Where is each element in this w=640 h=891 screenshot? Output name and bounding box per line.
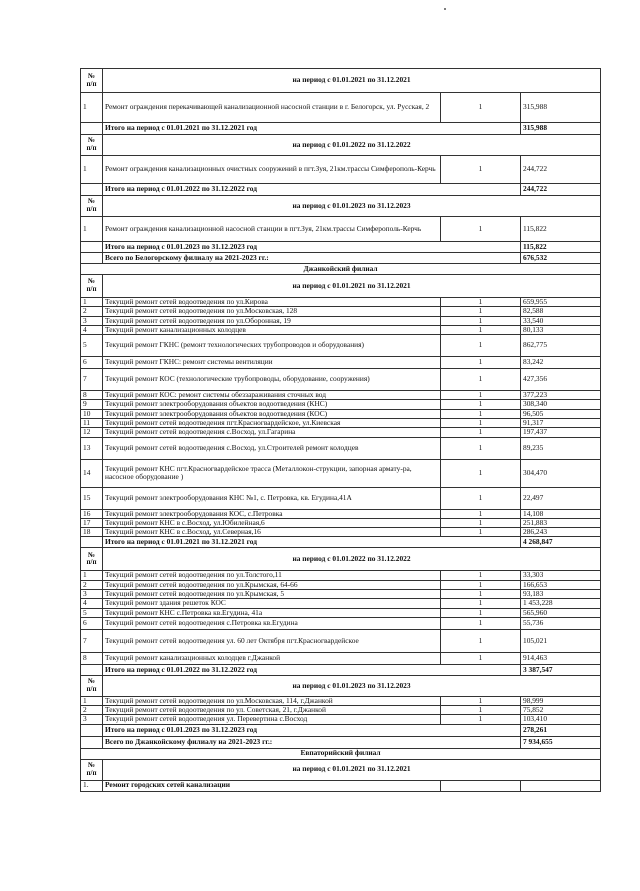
item-abbrev: п/п — [86, 768, 97, 777]
row-number: 1 — [81, 217, 103, 242]
branch-title: Джанкойский филиал — [81, 264, 601, 275]
cost-value: 377,223 — [521, 391, 601, 400]
quantity: 1 — [441, 459, 521, 487]
table-row — [81, 509, 601, 518]
table-row — [81, 400, 601, 409]
work-description: Ремонт ограждения канализационных очистных сооружений в пгт.Зуя, 21км.трассы Симферополь-Керчь — [103, 156, 441, 184]
work-description: Текущий ремонт сетей водоотведения ул. 60 лет Октября пгт.Красногвардейское — [103, 629, 441, 652]
total-label: Всего по Джанкойскому филиалу на 2021-2023 гг.: — [103, 736, 521, 748]
quantity: 1 — [441, 298, 521, 307]
table-row — [81, 428, 601, 437]
quantity: 1 — [441, 428, 521, 437]
cost-value: 427,356 — [521, 369, 601, 391]
cost-value: 89,235 — [521, 437, 601, 459]
total-label: Итого на период с 01.01.2021 по 31.12.2021 год — [103, 123, 521, 135]
cost-value: 33,303 — [521, 571, 601, 580]
work-description: Текущий ремонт КНС с.Петровка кв.Егудина, 41а — [103, 608, 441, 617]
quantity: 1 — [441, 617, 521, 629]
row-number: 4 — [81, 599, 103, 608]
cost-value: 98,999 — [521, 696, 601, 705]
cost-value: 105,021 — [521, 629, 601, 652]
total-spacer — [81, 724, 103, 736]
table-row — [81, 599, 601, 608]
total-spacer — [81, 253, 103, 264]
row-number: 2 — [81, 706, 103, 715]
total-row — [81, 184, 601, 196]
total-value: 7 934,655 — [521, 736, 601, 748]
quantity: 1 — [441, 93, 521, 123]
quantity: 1 — [441, 316, 521, 325]
total-value: 115,822 — [521, 242, 601, 253]
row-number: 1 — [81, 93, 103, 123]
work-description: Текущий ремонт канализационных колодцев г.Джанкой — [103, 652, 441, 664]
work-description: Текущий ремонт сетей водоотведения по ул.Крымская, 5 — [103, 589, 441, 598]
total-label: Всего по Белогорскому филиалу на 2021-2023 гг.: — [103, 253, 521, 264]
row-number: 11 — [81, 418, 103, 427]
cost-value: 115,822 — [521, 217, 601, 242]
number-column-header — [81, 548, 103, 571]
row-number: 2 — [81, 580, 103, 589]
period-title: на период с 01.01.2022 по 31.12.2022 — [103, 135, 601, 156]
total-label: Итого на период с 01.01.2022 по 31.12.2022 год — [103, 664, 521, 675]
quantity: 1 — [441, 589, 521, 598]
number-column-header — [81, 675, 103, 696]
number-sign: № — [87, 277, 96, 286]
cost-value: 286,243 — [521, 528, 601, 537]
total-value: 4 268,847 — [521, 537, 601, 548]
period-title: на период с 01.01.2023 по 31.12.2023 — [103, 675, 601, 696]
cost-value: 862,775 — [521, 335, 601, 357]
cost-value: 659,955 — [521, 298, 601, 307]
table-row — [81, 437, 601, 459]
table-row — [81, 608, 601, 617]
work-description: Текущий ремонт сетей водоотведения по ул. Советская, 21, г.Джанкой — [103, 706, 441, 715]
work-description: Текущий ремонт КНС в с.Восход, ул.Юбилейная,6 — [103, 518, 441, 527]
work-description: Текущий ремонт сетей водоотведения пгт.Красногвардейское, ул.Киевская — [103, 418, 441, 427]
item-abbrev: п/п — [86, 684, 97, 693]
work-description: Текущий ремонт здания решеток КОС — [103, 599, 441, 608]
quantity: 1 — [441, 409, 521, 418]
quantity: 1 — [441, 217, 521, 242]
row-number: 15 — [81, 487, 103, 509]
table-row — [81, 316, 601, 325]
work-description: Ремонт ограждения перекачивающей канализационной насосной станции в г. Белогорск, ул. Русская, 2 — [103, 93, 441, 123]
quantity: 1 — [441, 652, 521, 664]
cost-value: 914,463 — [521, 652, 601, 664]
number-column-header — [81, 759, 103, 780]
work-description: Текущий ремонт электрооборудования КОС, с.Петровка — [103, 509, 441, 518]
table-row — [81, 652, 601, 664]
item-abbrev: п/п — [86, 79, 97, 88]
row-number: 6 — [81, 617, 103, 629]
cost-value: 251,883 — [521, 518, 601, 527]
table-row — [81, 589, 601, 598]
scan-speck — [444, 8, 446, 10]
row-number: 5 — [81, 608, 103, 617]
table-row — [81, 418, 601, 427]
work-description: Текущий ремонт КНС в с.Восход, ул.Северная,16 — [103, 528, 441, 537]
work-description: Текущий ремонт КНС пгт.Красногвардейское трасса (Металлокон-струкции, запорная армату-ра, насосное оборудование ) — [103, 459, 441, 487]
row-number: 18 — [81, 528, 103, 537]
cost-value: 304,470 — [521, 459, 601, 487]
branch-heading-row — [81, 264, 601, 275]
work-description: Ремонт городских сетей канализации — [103, 780, 441, 791]
table-row — [81, 580, 601, 589]
number-sign: № — [87, 136, 96, 145]
total-spacer — [81, 184, 103, 196]
work-description: Текущий ремонт электрооборудования КНС №1, с. Петровка, кв. Егудина,41А — [103, 487, 441, 509]
cost-value: 315,988 — [521, 93, 601, 123]
quantity: 1 — [441, 509, 521, 518]
quantity: 1 — [441, 608, 521, 617]
quantity: 1 — [441, 325, 521, 334]
work-description: Текущий ремонт КОС (технологические трубопроводы, оборудование, сооружения) — [103, 369, 441, 391]
row-number: 1 — [81, 298, 103, 307]
cost-value: 83,242 — [521, 357, 601, 369]
table-row — [81, 357, 601, 369]
repair-schedule-table — [80, 68, 601, 792]
total-spacer — [81, 242, 103, 253]
total-row — [81, 253, 601, 264]
total-row — [81, 123, 601, 135]
quantity: 1 — [441, 706, 521, 715]
total-value: 315,988 — [521, 123, 601, 135]
table-row — [81, 780, 601, 791]
row-number: 1 — [81, 156, 103, 184]
work-description: Текущий ремонт сетей водоотведения по ул.Кирова — [103, 298, 441, 307]
cost-value: 91,317 — [521, 418, 601, 427]
quantity: 1 — [441, 369, 521, 391]
number-sign: № — [87, 550, 96, 559]
row-number: 3 — [81, 715, 103, 724]
number-sign: № — [87, 676, 96, 685]
total-row — [81, 736, 601, 748]
row-number: 7 — [81, 369, 103, 391]
period-title: на период с 01.01.2021 по 31.12.2021 — [103, 759, 601, 780]
table-row — [81, 391, 601, 400]
quantity: 1 — [441, 571, 521, 580]
total-value: 278,261 — [521, 724, 601, 736]
total-spacer — [81, 537, 103, 548]
row-number: 14 — [81, 459, 103, 487]
row-number: 3 — [81, 589, 103, 598]
row-number: 8 — [81, 652, 103, 664]
period-header-row — [81, 69, 601, 93]
period-header-row — [81, 548, 601, 571]
work-description: Текущий ремонт сетей водоотведения по ул.Оборонная, 19 — [103, 316, 441, 325]
table-row — [81, 335, 601, 357]
period-header-row — [81, 675, 601, 696]
row-number: 6 — [81, 357, 103, 369]
cost-value: 96,505 — [521, 409, 601, 418]
row-number: 10 — [81, 409, 103, 418]
work-description: Текущий ремонт сетей водоотведения с.Петровка кв.Егудина — [103, 617, 441, 629]
table-row — [81, 571, 601, 580]
quantity: 1 — [441, 715, 521, 724]
period-header-row — [81, 135, 601, 156]
total-row — [81, 724, 601, 736]
cost-value: 1 453,228 — [521, 599, 601, 608]
quantity: 1 — [441, 357, 521, 369]
total-label: Итого на период с 01.01.2022 по 31.12.2022 год — [103, 184, 521, 196]
number-column-header — [81, 196, 103, 217]
number-sign: № — [87, 197, 96, 206]
row-number: 16 — [81, 509, 103, 518]
work-description: Текущий ремонт сетей водоотведения ул. Перевертина с.Восход — [103, 715, 441, 724]
table-row — [81, 629, 601, 652]
quantity: 1 — [441, 487, 521, 509]
quantity: 1 — [441, 335, 521, 357]
table-row — [81, 706, 601, 715]
table-row — [81, 156, 601, 184]
cost-value: 33,540 — [521, 316, 601, 325]
cost-value: 82,588 — [521, 307, 601, 316]
total-spacer — [81, 736, 103, 748]
item-abbrev: п/п — [86, 558, 97, 567]
quantity: 1 — [441, 629, 521, 652]
row-number: 12 — [81, 428, 103, 437]
cost-value: 308,340 — [521, 400, 601, 409]
cost-value: 55,736 — [521, 617, 601, 629]
table-row — [81, 217, 601, 242]
cost-value: 80,133 — [521, 325, 601, 334]
period-title: на период с 01.01.2023 по 31.12.2023 — [103, 196, 601, 217]
number-sign: № — [87, 71, 96, 80]
quantity: 1 — [441, 528, 521, 537]
item-abbrev: п/п — [86, 285, 97, 293]
table-row — [81, 307, 601, 316]
row-number: 1 — [81, 571, 103, 580]
cost-value: 197,437 — [521, 428, 601, 437]
quantity: 1 — [441, 518, 521, 527]
work-description: Ремонт ограждения канализационной насосной станции в пгт.Зуя, 21км.трассы Симферополь-Керчь — [103, 217, 441, 242]
total-spacer — [81, 123, 103, 135]
cost-value — [521, 780, 601, 791]
period-header-row — [81, 275, 601, 298]
work-description: Текущий ремонт электрооборудования объектов водоотведения (КОС) — [103, 409, 441, 418]
work-description: Текущий ремонт электрооборудования объектов водоотведения (КНС) — [103, 400, 441, 409]
table-row — [81, 487, 601, 509]
item-abbrev: п/п — [86, 144, 97, 152]
work-description: Текущий ремонт сетей водоотведения по ул.Крымская, 64-66 — [103, 580, 441, 589]
number-sign: № — [87, 760, 96, 769]
period-header-row — [81, 196, 601, 217]
table-row — [81, 518, 601, 527]
quantity: 1 — [441, 580, 521, 589]
table-row — [81, 696, 601, 705]
work-description: Текущий ремонт канализационных колодцев — [103, 325, 441, 334]
table-body — [81, 69, 601, 792]
quantity: 1 — [441, 418, 521, 427]
table-row — [81, 715, 601, 724]
cost-value: 93,183 — [521, 589, 601, 598]
item-abbrev: п/п — [86, 205, 97, 213]
quantity: 1 — [441, 307, 521, 316]
number-column-header — [81, 69, 103, 93]
cost-value: 565,960 — [521, 608, 601, 617]
period-title: на период с 01.01.2021 по 31.12.2021 — [103, 275, 601, 298]
quantity: 1 — [441, 437, 521, 459]
row-number: 3 — [81, 316, 103, 325]
row-number: 8 — [81, 391, 103, 400]
table-row — [81, 617, 601, 629]
total-value: 676,532 — [521, 253, 601, 264]
quantity: 1 — [441, 696, 521, 705]
work-description: Текущий ремонт ГКНС (ремонт технологических трубопроводов и оборудования) — [103, 335, 441, 357]
total-label: Итого на период с 01.01.2021 по 31.12.2021 год — [103, 537, 521, 548]
row-number: 1. — [81, 780, 103, 791]
work-description: Текущий ремонт сетей водоотведения с.Восход, ул.Строителей ремонт колодцев — [103, 437, 441, 459]
total-row — [81, 664, 601, 675]
number-column-header — [81, 275, 103, 298]
row-number: 1 — [81, 696, 103, 705]
branch-heading-row — [81, 748, 601, 759]
total-value: 3 387,547 — [521, 664, 601, 675]
work-description: Текущий ремонт ГКНС: ремонт системы вентиляции — [103, 357, 441, 369]
work-description: Текущий ремонт КОС: ремонт системы обеззараживания сточных вод — [103, 391, 441, 400]
cost-value: 22,497 — [521, 487, 601, 509]
row-number: 7 — [81, 629, 103, 652]
row-number: 2 — [81, 307, 103, 316]
table-row — [81, 528, 601, 537]
quantity: 1 — [441, 599, 521, 608]
table-row — [81, 409, 601, 418]
table-row — [81, 369, 601, 391]
row-number: 4 — [81, 325, 103, 334]
period-title: на период с 01.01.2022 по 31.12.2022 — [103, 548, 601, 571]
period-title: на период с 01.01.2021 по 31.12.2021 — [103, 69, 601, 93]
period-header-row — [81, 759, 601, 780]
row-number: 9 — [81, 400, 103, 409]
branch-title: Евпаторийский филиал — [81, 748, 601, 759]
total-label: Итого на период с 01.01.2023 по 31.12.2023 год — [103, 724, 521, 736]
cost-value: 244,722 — [521, 156, 601, 184]
total-label: Итого на период с 01.01.2023 по 31.12.2023 год — [103, 242, 521, 253]
total-row — [81, 242, 601, 253]
quantity — [441, 780, 521, 791]
quantity: 1 — [441, 391, 521, 400]
row-number: 13 — [81, 437, 103, 459]
table-row — [81, 459, 601, 487]
total-spacer — [81, 664, 103, 675]
work-description: Текущий ремонт сетей водоотведения с.Восход, ул.Гагарина — [103, 428, 441, 437]
cost-value: 75,852 — [521, 706, 601, 715]
cost-value: 103,410 — [521, 715, 601, 724]
table-row — [81, 93, 601, 123]
total-row — [81, 537, 601, 548]
row-number: 5 — [81, 335, 103, 357]
work-description: Текущий ремонт сетей водоотведения по ул.Толстого,11 — [103, 571, 441, 580]
table-row — [81, 325, 601, 334]
number-column-header — [81, 135, 103, 156]
work-description: Текущий ремонт сетей водоотведения по ул.Московская, 114, г.Джанкой — [103, 696, 441, 705]
cost-value: 14,108 — [521, 509, 601, 518]
row-number: 17 — [81, 518, 103, 527]
table-row — [81, 298, 601, 307]
total-value: 244,722 — [521, 184, 601, 196]
quantity: 1 — [441, 156, 521, 184]
quantity: 1 — [441, 400, 521, 409]
cost-value: 166,653 — [521, 580, 601, 589]
work-description: Текущий ремонт сетей водоотведения по ул.Московская, 128 — [103, 307, 441, 316]
